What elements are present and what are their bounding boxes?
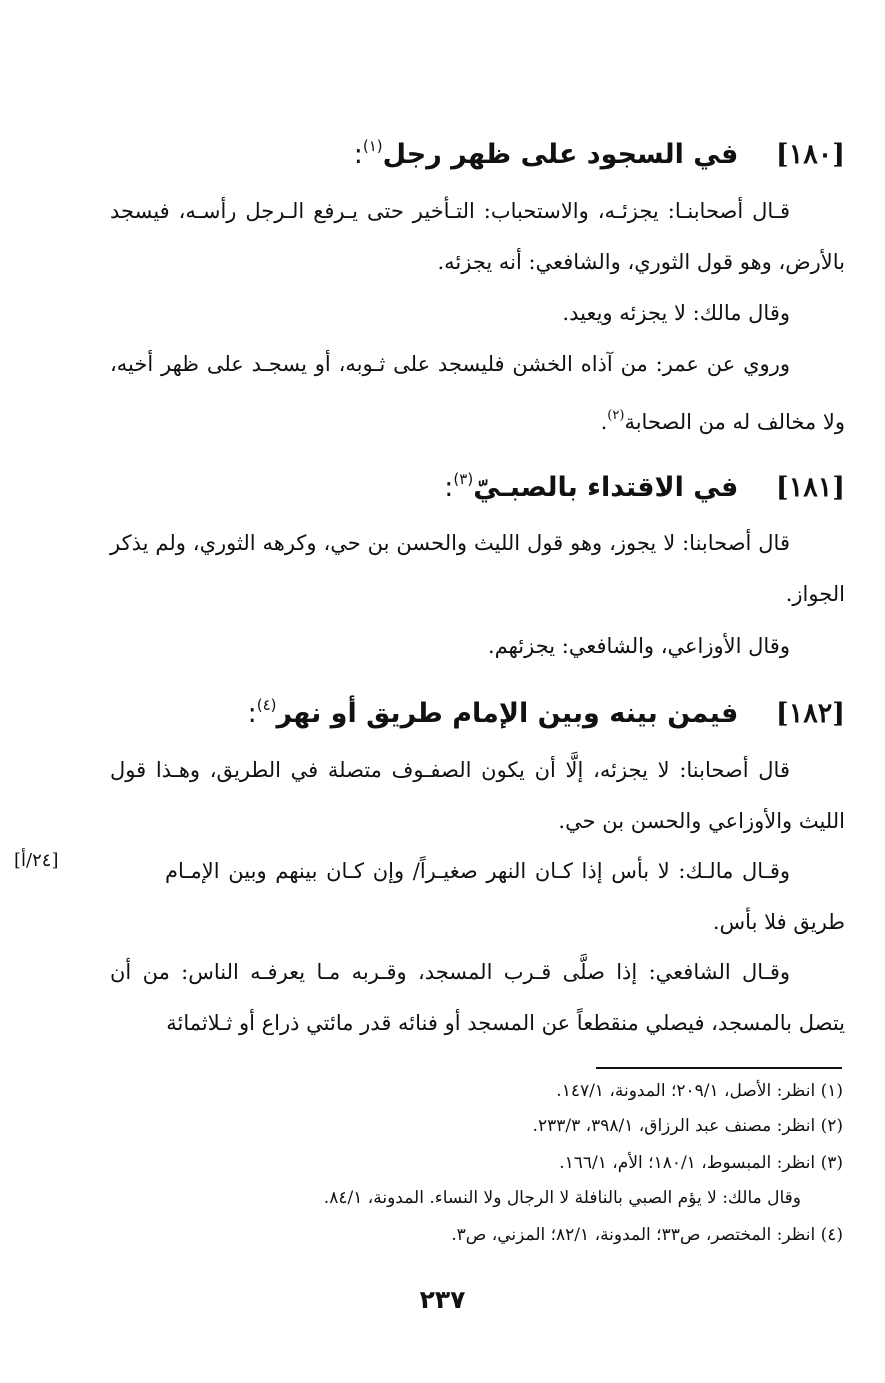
- paragraph: قال أصحابنا: لا يجوز، وهو قول الليث والحسن بن حي، وكرهه الثوري، ولم يذكر الجواز.: [110, 531, 845, 606]
- paragraph: [110, 339, 845, 448]
- paragraph: وقال مالك: لا يجزئه ويعيد.: [562, 301, 790, 325]
- section-heading-180: [85, 126, 845, 175]
- section-title: فيمن بينه وبين الإمام طريق أو نهر: [276, 698, 739, 729]
- heading-colon: :: [444, 472, 454, 503]
- section-number: [١٨٠]: [775, 139, 845, 170]
- section-title: في السجود على ظهر رجل: [382, 139, 739, 170]
- page-number: ٢٣٧: [419, 1285, 466, 1314]
- footnote: [103, 1076, 843, 1106]
- section-title: في الاقتداء بالصبـيّ: [473, 472, 739, 503]
- footnote: [103, 1220, 843, 1250]
- section-number: [١٨١]: [775, 472, 845, 503]
- margin-note: [٢٤/أ]: [14, 850, 59, 871]
- footnote-separator: [596, 1067, 842, 1069]
- footnote-text: انظر: المختصر، ص٣٣؛ المدونة، ٨٢/١؛ المزني، ص٣.: [451, 1225, 816, 1245]
- section-number: [١٨٢]: [775, 698, 845, 729]
- footnote-text: انظر: الأصل، ٢٠٩/١؛ المدونة، ١٤٧/١.: [556, 1081, 816, 1101]
- footnote-marker: (٤): [820, 1225, 843, 1245]
- footnote-text: انظر: المبسوط، ١٨٠/١؛ الأم، ١٦٦/١.: [559, 1153, 816, 1173]
- footnote-ref: (٢): [607, 408, 625, 423]
- footnote-marker: (٣): [820, 1153, 843, 1173]
- paragraph: قال أصحابنا: لا يجزئه، إلَّا أن يكون الصفـوف متصلة في الطريق، وهـذا قول الليث والأوزاعي والحسن بن حي.: [110, 758, 845, 833]
- footnote: [103, 1111, 843, 1141]
- paragraph-end: .: [600, 410, 608, 434]
- footnote-continuation: [61, 1183, 801, 1213]
- footnote-text: وقال مالك: لا يؤم الصبي بالنافلة لا الرجال ولا النساء. المدونة، ٨٤/١.: [323, 1188, 801, 1208]
- paragraph: وقـال الشافعي: إذا صلَّى قـرب المسجد، وقـربه مـا يعرفـه الناس: من أن يتصل بالمسجد، فيصلي منقطعاً عن المسجد أو فنائه قدر مائتي ذراع أو ثـلاثمائة: [110, 960, 845, 1035]
- paragraph-text: وروي عن عمر: من آذاه الخشن فليسجد على ثـوبه، أو يسجـد على ظهر أخيه، ولا مخالف له من الصحابة: [110, 352, 845, 434]
- heading-colon: :: [353, 139, 363, 170]
- paragraph: وقال الأوزاعي، والشافعي: يجزئهم.: [487, 634, 790, 658]
- footnote: [103, 1148, 843, 1178]
- paragraph: وقـال مالـك: لا بأس إذا كـان النهر صغيـراً/ وإن كـان بينهم وبين الإمـام طريق فلا بأس.: [165, 859, 845, 934]
- paragraph: قـال أصحابنـا: يجزئـه، والاستحباب: التـأخير حتى يـرفع الـرجل رأسـه، فيسجد بالأرض، وهو قول الثوري، والشافعي: أنه يجزئه.: [110, 199, 845, 274]
- section-heading-181: [85, 459, 845, 508]
- section-heading-182: [85, 685, 845, 734]
- heading-colon: :: [247, 698, 257, 729]
- footnote-ref: (٤): [256, 696, 277, 714]
- footnote-ref: (٣): [453, 470, 474, 488]
- footnote-ref: (١): [362, 137, 383, 155]
- footnote-marker: (١): [820, 1081, 843, 1101]
- footnote-text: انظر: مصنف عبد الرزاق، ٣٩٨/١، ٢٣٣/٣.: [532, 1116, 816, 1136]
- footnote-marker: (٢): [820, 1116, 843, 1136]
